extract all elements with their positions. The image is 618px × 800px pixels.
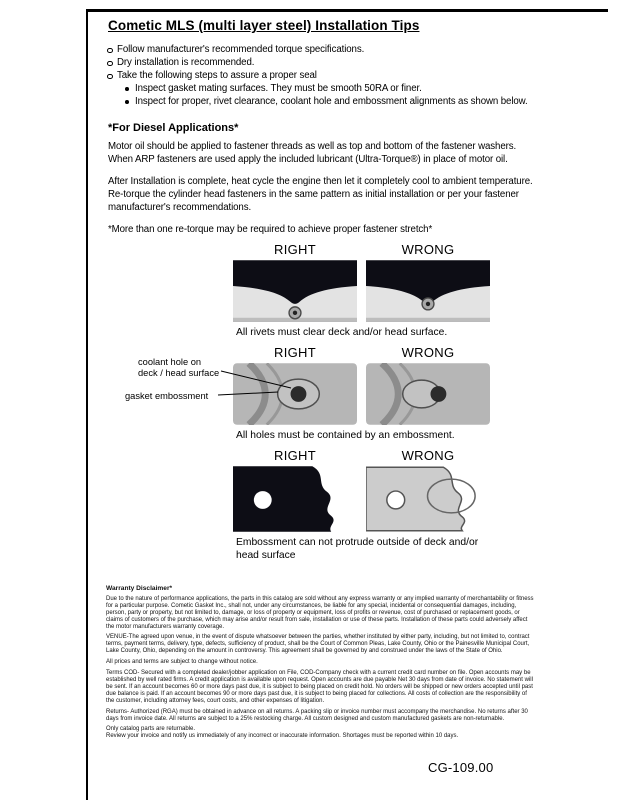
- right-label: RIGHT: [274, 345, 316, 360]
- diagram-row-holes: [125, 345, 490, 448]
- diagram-protrusion-right-image: [233, 466, 357, 532]
- disclaimer-heading: Warranty Disclaimer*: [106, 585, 173, 592]
- wrong-label: WRONG: [401, 345, 455, 360]
- diagram-protrusion-wrong-image: [366, 466, 490, 532]
- coolant-hole: [291, 386, 307, 402]
- list-item: Dry installation is recommended.: [106, 56, 534, 69]
- tips-list: [106, 43, 534, 82]
- deck-shape: [233, 466, 334, 531]
- bolt-hole: [387, 491, 405, 509]
- diagram-rivet-wrong-image: [366, 260, 490, 322]
- coolant-hole-callout: coolant hole on deck / head surface: [138, 357, 220, 378]
- diesel-paragraph-1: Motor oil should be applied to fastener threads as well as top and bottom of the fastener washers. When ARP fasteners are used apply the included lubricant (Ultra-Torque®) in place of motor oil.: [108, 141, 517, 165]
- wrong-label: WRONG: [401, 242, 455, 257]
- diagram-row-rivets: [233, 242, 490, 345]
- diagram-caption: Embossment can not protrude outside of deck and/or head surface: [236, 537, 479, 561]
- tips-sublist: [124, 82, 534, 108]
- diesel-paragraph-2: After Installation is complete, heat cycle the engine then let it completely cool to ambient temperature. Re-torque the cylinder head fasteners in the same pattern as initial installation or per your fastener manufacturer's recommendations.: [108, 176, 533, 213]
- diagram-caption: All holes must be contained by an embossment.: [236, 430, 455, 441]
- disclaimer-paragraph: Returns- Authorized (RGA) must be obtained in advance on all returns. A packing slip or invoice number must accompany the merchandise. No returns after 30 days from invoice date. All returns are subject to a 25% restocking charge. All custom designed and custom manufactured gaskets are non-returnable.: [106, 708, 528, 722]
- deck-shape: [366, 467, 465, 530]
- diagram-caption: All rivets must clear deck and/or head surface.: [236, 327, 448, 338]
- disclaimer-paragraph: Terms COD- Secured with a completed dealer/jobber application on File, COD-Company check with a current credit card number on file. Open accounts may be established by well rated firms. A credit application is available upon request. Open accounts are due payable Net 30 days from date of invoice. No statement will be sent. If an account becomes 60 or more days past due, it is subject to being placed on credit hold. No orders will be shipped or new orders accepted until past due balance is paid. If an account becomes 90 or more days past due, it is subject to being placed for collections. All costs of collection are the responsibility of the customer, including attorney fees, court costs, and other expenses of litigation.: [106, 670, 533, 704]
- warranty-disclaimer: [106, 586, 534, 740]
- disclaimer-paragraph: All prices and terms are subject to change without notice.: [106, 659, 258, 666]
- page-left-rule: [86, 9, 88, 800]
- disclaimer-paragraph: Only catalog parts are returnable.: [106, 726, 196, 733]
- disclaimer-paragraph: Due to the nature of performance applications, the parts in this catalog are sold without any express warranty or any implied warranty of merchantability or fitness for a particular purpose. Cometic Gasket Inc., shall not, under any circumstances, be liable for any special, incidental or consequential damages, including, person, party or property, but not limited to, damage, or loss of property or equipment, loss of profits or revenue, cost of purchased or replacement goods, or claims of customers of the purchase, which may arise and/or result from sale, installation or use of these parts. Installation of these parts could adversely affect the motor manufacturers warranty coverage.: [106, 595, 534, 630]
- retorque-note: *More than one re-torque may be required to achieve proper fastener stretch*: [108, 224, 433, 235]
- diesel-heading: *For Diesel Applications*: [108, 122, 239, 134]
- list-item: Inspect gasket mating surfaces. They must be smooth 50RA or finer.: [124, 82, 534, 95]
- catalog-code: CG-109.00: [428, 760, 494, 775]
- right-label: RIGHT: [274, 448, 316, 463]
- list-item: Take the following steps to assure a proper seal: [106, 69, 534, 82]
- diagram-section: [125, 242, 490, 568]
- page-content: [106, 18, 534, 744]
- diagram-hole-right-image: [233, 363, 357, 425]
- right-label: RIGHT: [274, 242, 316, 257]
- diagram-row-protrusion: [233, 448, 490, 568]
- page-title: Cometic MLS (multi layer steel) Installation Tips: [108, 18, 420, 33]
- coolant-hole: [430, 386, 446, 402]
- diagram-rivet-right-image: [233, 260, 357, 322]
- list-item: Follow manufacturer's recommended torque specifications.: [106, 43, 534, 56]
- disclaimer-paragraph: VENUE-The agreed upon venue, in the event of dispute whatsoever between the parties, whether instituted by either party, including, but not limited to, contract terms, payment terms, delivery, type, defects, sufficiency of product, shall be the Court of Common Pleas, Lake County, Ohio or the Painesville Municipal Court, Lake County, Ohio, depending on the amount in controversy. This agreement shall be governed by and construed under the laws of the State of Ohio.: [106, 634, 530, 655]
- list-item: Inspect for proper, rivet clearance, coolant hole and embossment alignments as shown below.: [124, 95, 534, 108]
- bolt-hole: [254, 491, 272, 509]
- page-top-rule: [86, 9, 608, 12]
- wrong-label: WRONG: [401, 448, 455, 463]
- diagram-hole-wrong-image: [366, 363, 490, 425]
- disclaimer-paragraph: Review your invoice and notify us immediately of any incorrect or inaccurate information. Shortages must be reported within 10 days.: [106, 733, 459, 740]
- gasket-embossment-callout: gasket embossment: [125, 391, 209, 401]
